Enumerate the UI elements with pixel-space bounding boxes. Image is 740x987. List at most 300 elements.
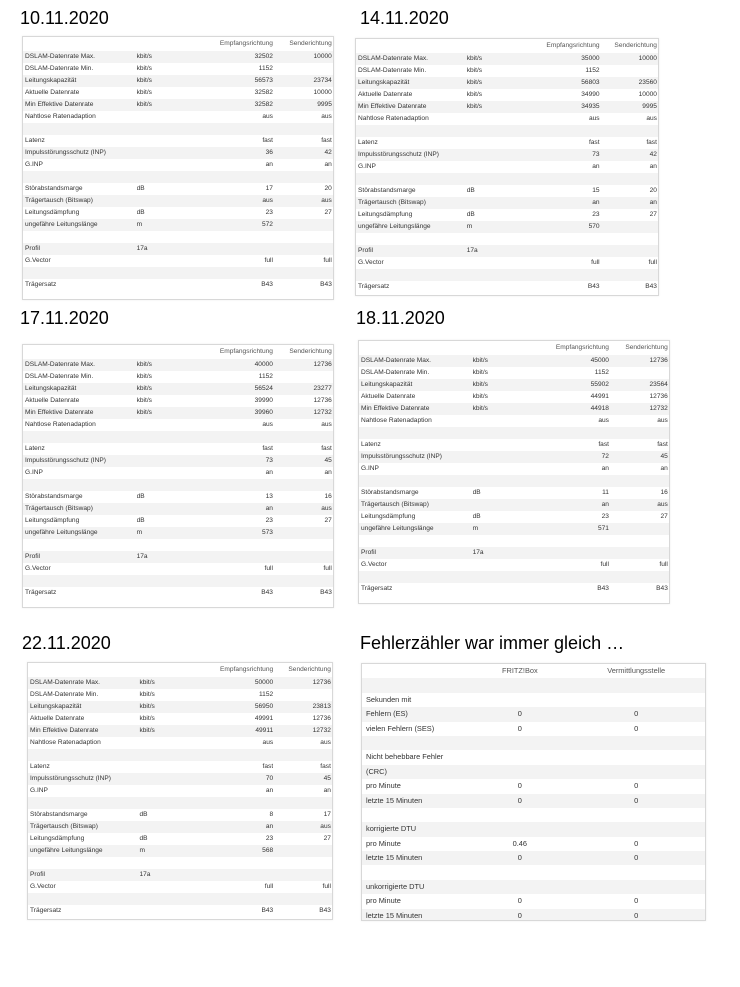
cell-label <box>28 797 139 809</box>
table-row <box>28 869 332 881</box>
error-table-row <box>362 722 705 736</box>
table-row <box>359 367 669 379</box>
cell-unit <box>473 463 510 475</box>
cell-label: DSLAM-Datenrate Max. <box>361 357 431 364</box>
cell-up: 17 <box>323 811 331 818</box>
table-row <box>23 455 333 467</box>
fritzbox-value: 0 <box>517 853 522 863</box>
cell-up: fast <box>657 441 668 448</box>
table-row <box>23 467 333 479</box>
cell-up: an <box>324 161 332 168</box>
table-header-row <box>23 345 333 359</box>
table-row <box>359 523 669 535</box>
cell-unit <box>467 281 503 293</box>
table-row <box>28 905 332 917</box>
table-row <box>23 75 333 87</box>
cell-up: an <box>660 465 668 472</box>
cell-down: 56803 <box>581 79 600 86</box>
cell-unit: kbit/s <box>466 103 483 110</box>
cell-up <box>600 173 657 185</box>
cell-up <box>609 367 668 379</box>
cell-label <box>359 475 473 487</box>
cell-unit <box>137 587 174 599</box>
cell-unit <box>137 575 174 587</box>
cell-unit <box>137 419 174 431</box>
cell-unit <box>137 195 174 207</box>
cell-down: 573 <box>261 529 273 536</box>
cell-label: Min Effektive Datenrate <box>361 405 430 412</box>
fritzbox-value: 0 <box>517 781 522 791</box>
cell-up <box>273 63 332 75</box>
vermittlungsstelle-column-header: Vermittlungsstelle <box>607 666 666 675</box>
cell-up: 23560 <box>638 79 657 86</box>
table-row <box>23 443 333 455</box>
fritzbox-value <box>472 750 567 764</box>
cell-label: ungefähre Leitungslänge <box>30 847 103 854</box>
vermittlungsstelle-value: 0 <box>634 910 639 920</box>
fritzbox-value: 0 <box>517 910 522 920</box>
cell-down: 32502 <box>254 53 273 60</box>
cell-up: 42 <box>324 149 332 156</box>
table-row <box>356 113 658 125</box>
cell-down <box>174 171 273 183</box>
table-row <box>359 379 669 391</box>
table-row <box>23 371 333 383</box>
cell-down: an <box>592 163 600 170</box>
error-table-row <box>362 865 705 879</box>
cell-unit <box>139 857 175 869</box>
table-row <box>356 77 658 89</box>
cell-unit: kbit/s <box>136 65 152 72</box>
cell-unit: kbit/s <box>136 373 152 380</box>
table-row <box>23 87 333 99</box>
cell-up: B43 <box>320 589 332 596</box>
table-row <box>28 785 332 797</box>
cell-down <box>176 893 273 905</box>
cell-down: 1152 <box>258 65 273 72</box>
cell-label: G.INP <box>25 161 43 168</box>
cell-down: 44991 <box>590 393 609 400</box>
cell-label: Leitungskapazität <box>361 381 413 388</box>
cell-unit <box>473 571 510 583</box>
cell-up: aus <box>321 197 332 204</box>
cell-up: 45 <box>324 457 332 464</box>
table-row <box>28 773 332 785</box>
error-table-row <box>362 837 705 851</box>
cell-up: aus <box>657 417 668 424</box>
cell-down: 23 <box>265 835 274 842</box>
cell-down <box>503 173 600 185</box>
cell-unit <box>473 583 510 595</box>
cell-label: Min Effektive Datenrate <box>30 727 99 734</box>
error-header-spacer <box>362 664 472 678</box>
cell-unit <box>137 135 174 147</box>
cell-unit <box>139 905 175 917</box>
table-row <box>23 99 333 111</box>
error-table-row <box>362 851 705 865</box>
cell-down <box>510 547 609 559</box>
cell-label: Leitungskapazität <box>30 703 82 710</box>
cell-up: 42 <box>649 151 657 158</box>
dsl-info-table-1 <box>22 36 334 300</box>
cell-up <box>600 65 657 77</box>
cell-down: 34990 <box>581 91 600 98</box>
cell-up: B43 <box>320 281 332 288</box>
cell-up: an <box>323 787 331 794</box>
cell-label: Trägersatz <box>361 585 393 592</box>
cell-label: DSLAM-Datenrate Min. <box>25 373 94 380</box>
cell-up: 23813 <box>312 703 331 710</box>
cell-unit <box>137 467 174 479</box>
cell-down <box>510 571 609 583</box>
cell-label: Trägersatz <box>358 283 390 290</box>
cell-unit: kbit/s <box>136 409 152 416</box>
cell-label: Latenz <box>25 445 45 452</box>
fritzbox-value: 0 <box>517 723 522 733</box>
table-row <box>23 575 333 587</box>
cell-label: Latenz <box>25 137 45 144</box>
cell-unit <box>137 147 174 159</box>
cell-unit <box>467 233 503 245</box>
cell-up <box>600 125 657 137</box>
date-heading-5: 22.11.2020 <box>22 633 111 653</box>
cell-unit: dB <box>136 493 145 500</box>
cell-label: Trägertausch (Bitswap) <box>25 505 93 512</box>
table-row <box>23 359 333 371</box>
error-table-row <box>362 736 705 750</box>
cell-unit <box>137 279 174 291</box>
cell-up <box>273 243 332 255</box>
senderichtung-header: Senderichtung <box>289 40 332 47</box>
cell-down: fast <box>588 139 600 146</box>
date-heading-2: 14.11.2020 <box>360 8 449 28</box>
cell-down <box>503 233 600 245</box>
error-label: letzte 15 Minuten <box>366 795 423 805</box>
cell-down <box>174 267 273 279</box>
table-row <box>23 231 333 243</box>
cell-up: 16 <box>324 493 332 500</box>
cell-down: 56573 <box>254 77 273 84</box>
cell-down: fast <box>598 441 609 448</box>
table-row <box>28 737 332 749</box>
cell-up <box>273 575 332 587</box>
vermittlungsstelle-value <box>567 750 705 764</box>
error-table-row <box>362 750 705 764</box>
cell-up <box>273 797 331 809</box>
cell-unit: kbit/s <box>139 727 155 734</box>
cell-down: B43 <box>261 281 273 288</box>
cell-unit <box>137 267 174 279</box>
cell-label: DSLAM-Datenrate Min. <box>30 691 99 698</box>
cell-label: Profil <box>25 553 41 560</box>
fritzbox-value: 0 <box>517 795 522 805</box>
cell-down: 1152 <box>258 691 274 698</box>
cell-unit <box>473 439 510 451</box>
table-row <box>23 419 333 431</box>
vermittlungsstelle-value <box>567 765 705 779</box>
cell-unit: 17a <box>136 553 148 560</box>
cell-down: B43 <box>587 283 600 290</box>
cell-up <box>273 869 331 881</box>
cell-unit <box>473 427 510 439</box>
cell-label: Profil <box>30 871 46 878</box>
cell-unit: kbit/s <box>136 77 152 84</box>
cell-label: Leitungsdämpfung <box>25 209 80 216</box>
cell-down: 572 <box>261 221 273 228</box>
cell-label: G.Vector <box>25 257 51 264</box>
cell-label: DSLAM-Datenrate Min. <box>361 369 430 376</box>
table-row <box>23 587 333 599</box>
empfangsrichtung-header: Empfangsrichtung <box>219 348 273 355</box>
error-label <box>362 736 472 750</box>
error-table-row <box>362 794 705 808</box>
cell-label: Nahtlose Ratenadaption <box>361 417 432 424</box>
cell-up: aus <box>321 113 332 120</box>
table-row <box>28 701 332 713</box>
table-row <box>359 571 669 583</box>
cell-down: an <box>601 501 609 508</box>
cell-down: 13 <box>265 493 273 500</box>
cell-up <box>600 233 657 245</box>
cell-unit: 17a <box>136 245 148 252</box>
table-row <box>356 101 658 113</box>
cell-unit <box>467 149 503 161</box>
cell-label <box>23 123 137 135</box>
date-heading-1: 10.11.2020 <box>20 8 109 28</box>
cell-down: 70 <box>265 775 274 782</box>
cell-up: 12732 <box>313 409 332 416</box>
table-row <box>356 89 658 101</box>
cell-down: B43 <box>261 589 273 596</box>
cell-label: Impulsstörungsschutz (INP) <box>25 149 106 156</box>
cell-label: Leitungskapazität <box>358 79 410 86</box>
cell-up <box>609 427 668 439</box>
cell-unit: kbit/s <box>466 79 483 86</box>
table-row <box>23 243 333 255</box>
cell-unit <box>137 455 174 467</box>
dsl-info-table-2 <box>355 38 659 296</box>
cell-down: an <box>265 505 273 512</box>
table-row <box>359 547 669 559</box>
table-header-row <box>359 341 669 355</box>
cell-unit: kbit/s <box>139 691 155 698</box>
cell-label: Leitungskapazität <box>25 77 77 84</box>
cell-label <box>359 571 473 583</box>
cell-down: fast <box>262 763 274 770</box>
cell-down <box>176 749 273 761</box>
cell-up: aus <box>657 501 668 508</box>
cell-up: 20 <box>324 185 332 192</box>
cell-label <box>359 535 473 547</box>
cell-label: Aktuelle Datenrate <box>25 397 80 404</box>
table-row <box>23 407 333 419</box>
cell-down: 32582 <box>254 101 273 108</box>
cell-down <box>503 269 600 281</box>
cell-down: 39990 <box>254 397 273 404</box>
cell-label: Impulsstörungsschutz (INP) <box>361 453 442 460</box>
cell-label: Trägersatz <box>25 281 57 288</box>
cell-up: 20 <box>649 187 657 194</box>
cell-label <box>23 539 137 551</box>
cell-unit <box>139 893 175 905</box>
cell-down: aus <box>262 739 274 746</box>
error-table-row <box>362 808 705 822</box>
cell-up: 27 <box>323 835 331 842</box>
table-row <box>28 845 332 857</box>
error-label: pro Minute <box>366 896 401 906</box>
cell-up <box>273 845 331 857</box>
cell-unit <box>467 113 503 125</box>
cell-unit <box>473 475 510 487</box>
fritzbox-value <box>472 808 567 822</box>
table-row <box>23 207 333 219</box>
cell-up: 12736 <box>649 357 668 364</box>
table-row <box>23 135 333 147</box>
cell-down <box>176 797 273 809</box>
cell-label <box>28 857 139 869</box>
cell-up <box>609 571 668 583</box>
header-spacer <box>473 341 510 355</box>
header-spacer <box>356 39 467 53</box>
cell-down <box>174 551 273 563</box>
empfangsrichtung-header: Empfangsrichtung <box>546 42 600 49</box>
cell-label: G.Vector <box>358 259 384 266</box>
table-row <box>23 171 333 183</box>
cell-down: full <box>264 257 273 264</box>
cell-down <box>174 231 273 243</box>
cell-unit <box>137 123 174 135</box>
cell-down <box>174 575 273 587</box>
cell-down: full <box>591 259 600 266</box>
error-counter-heading: Fehlerzähler war immer gleich … <box>360 633 625 653</box>
cell-down: 72 <box>601 453 609 460</box>
cell-label <box>356 173 467 185</box>
table-row <box>28 677 332 689</box>
senderichtung-header: Senderichtung <box>288 666 331 673</box>
cell-down: 23 <box>265 209 273 216</box>
cell-unit: 17a <box>466 247 478 254</box>
cell-label: Leitungsdämpfung <box>25 517 80 524</box>
cell-unit: kbit/s <box>136 385 152 392</box>
cell-down <box>510 475 609 487</box>
cell-up: aus <box>646 115 657 122</box>
fritzbox-value <box>472 865 567 879</box>
cell-unit: dB <box>136 185 145 192</box>
error-label: letzte 15 Minuten <box>366 910 423 920</box>
error-counter-table <box>361 663 706 921</box>
cell-up <box>273 267 332 279</box>
cell-down: 15 <box>592 187 600 194</box>
table-row <box>359 499 669 511</box>
error-table-row <box>362 880 705 894</box>
cell-label: G.INP <box>25 469 43 476</box>
cell-up <box>600 269 657 281</box>
cell-up: 12736 <box>312 679 331 686</box>
cell-up: full <box>323 565 332 572</box>
table-row <box>23 51 333 63</box>
cell-up: 12736 <box>313 397 332 404</box>
cell-down: 1152 <box>594 369 609 376</box>
cell-down: aus <box>588 115 600 122</box>
cell-up <box>273 749 331 761</box>
cell-up: fast <box>321 445 332 452</box>
cell-label: Trägersatz <box>25 589 57 596</box>
cell-unit: kbit/s <box>466 67 483 74</box>
cell-unit <box>139 761 175 773</box>
cell-up: 12736 <box>649 393 668 400</box>
cell-label: DSLAM-Datenrate Min. <box>25 65 94 72</box>
cell-unit <box>137 539 174 551</box>
cell-label: G.INP <box>361 465 379 472</box>
error-table-row <box>362 822 705 836</box>
error-label <box>362 808 472 822</box>
cell-unit <box>473 535 510 547</box>
error-table-row <box>362 894 705 908</box>
cell-unit: kbit/s <box>136 53 152 60</box>
cell-unit: dB <box>139 835 148 842</box>
table-row <box>28 689 332 701</box>
cell-unit <box>467 125 503 137</box>
cell-label: Latenz <box>30 763 50 770</box>
cell-label: Trägertausch (Bitswap) <box>358 199 426 206</box>
cell-unit <box>137 171 174 183</box>
cell-unit: kbit/s <box>472 405 488 412</box>
cell-label: Trägertausch (Bitswap) <box>25 197 93 204</box>
cell-label: Leitungsdämpfung <box>358 211 413 218</box>
cell-up: full <box>648 259 657 266</box>
cell-up <box>273 857 331 869</box>
table-row <box>356 221 658 233</box>
cell-unit <box>137 111 174 123</box>
cell-unit <box>139 749 175 761</box>
cell-unit: dB <box>136 517 145 524</box>
cell-up <box>273 219 332 231</box>
cell-up: 9995 <box>317 101 332 108</box>
table-row <box>356 245 658 257</box>
cell-label: Störabstandsmarge <box>25 185 83 192</box>
table-row <box>359 451 669 463</box>
header-spacer <box>137 345 174 359</box>
vermittlungsstelle-value <box>567 808 705 822</box>
vermittlungsstelle-value <box>567 678 705 692</box>
cell-down: an <box>592 199 600 206</box>
cell-down: 49991 <box>254 715 274 722</box>
header-spacer <box>28 663 139 677</box>
cell-label <box>23 267 137 279</box>
table-row <box>359 439 669 451</box>
cell-label: G.Vector <box>361 561 387 568</box>
table-row <box>23 219 333 231</box>
cell-unit: m <box>139 847 145 854</box>
cell-down: 35000 <box>581 55 600 62</box>
cell-up: aus <box>320 823 331 830</box>
cell-unit: kbit/s <box>466 91 483 98</box>
cell-up: B43 <box>645 283 657 290</box>
cell-unit: kbit/s <box>136 397 152 404</box>
cell-label <box>356 125 467 137</box>
table-row <box>356 161 658 173</box>
cell-unit <box>467 269 503 281</box>
cell-down <box>503 245 600 257</box>
cell-unit: dB <box>472 513 481 520</box>
vermittlungsstelle-value <box>567 822 705 836</box>
table-header-row <box>356 39 658 53</box>
cell-down <box>174 431 273 443</box>
table-row <box>359 415 669 427</box>
table-row <box>359 583 669 595</box>
error-label: korrigierte DTU <box>366 824 417 834</box>
cell-label: Trägertausch (Bitswap) <box>30 823 98 830</box>
